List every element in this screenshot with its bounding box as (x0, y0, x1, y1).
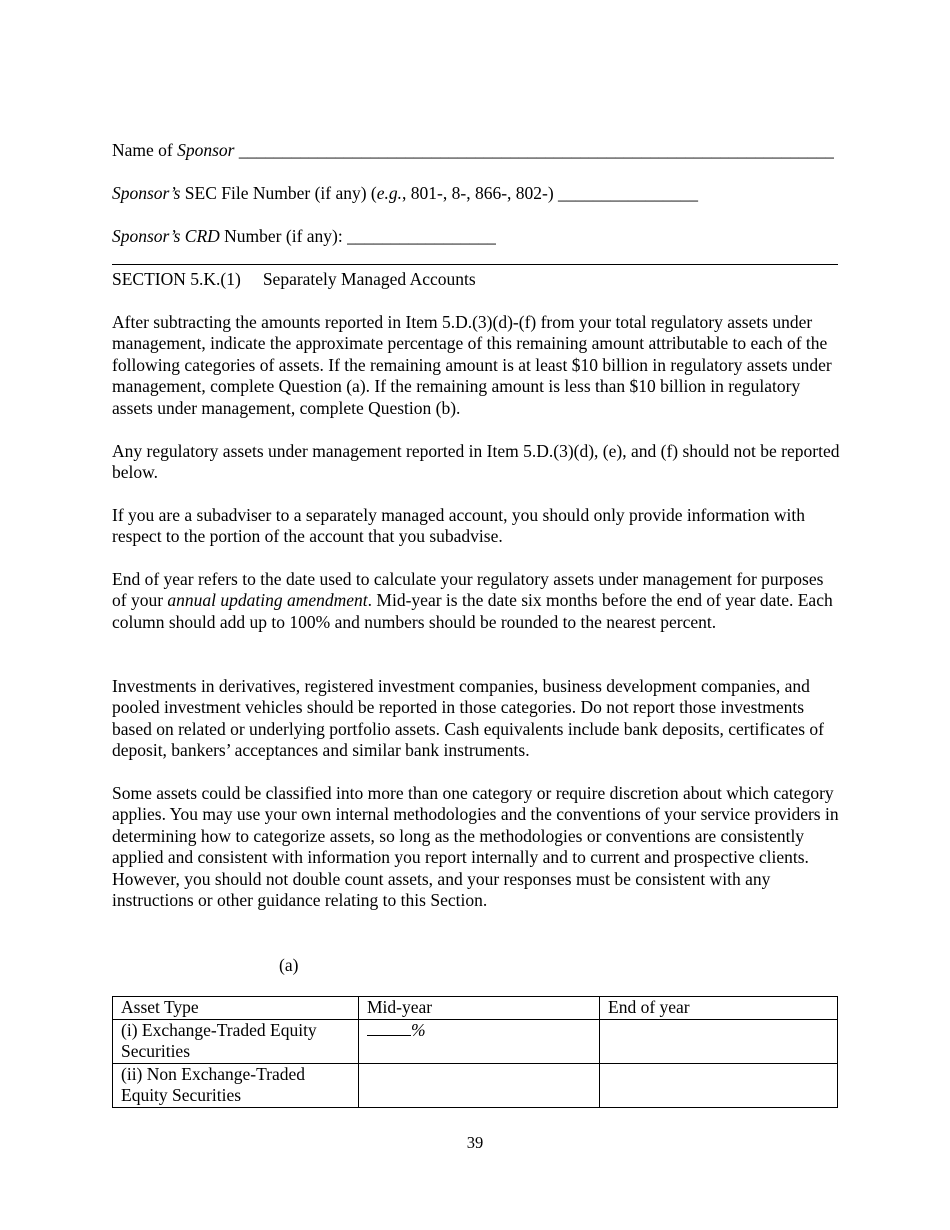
sponsor-name-blank[interactable]: ____________________________________________________________________ (234, 140, 834, 160)
page-number: 39 (466, 1133, 484, 1152)
p4-italic-term: annual updating amendment (167, 590, 368, 611)
sponsor-crd-label-italic: Sponsor’s CRD (112, 226, 220, 246)
instructions-paragraph-2: Any regulatory assets under management reported in Item 5.D.(3)(d), (e), and (f) should not be reported below. (112, 441, 840, 483)
sponsor-name-label: Name of (112, 140, 178, 160)
asset-allocation-table (112, 996, 838, 1108)
table-row (113, 1019, 838, 1063)
section-title: Separately Managed Accounts (262, 269, 476, 289)
sponsor-sec-file-field[interactable] (112, 183, 698, 204)
asset-type-cell: (i) Exchange-Traded Equity Securities (113, 1019, 359, 1063)
end-of-year-input-cell[interactable] (600, 1019, 838, 1063)
section-divider (112, 264, 838, 265)
sponsor-name-field[interactable] (112, 140, 834, 161)
mid-year-blank[interactable] (367, 1021, 411, 1036)
instructions-paragraph-3: If you are a subadviser to a separately managed account, you should only provide information with respect to the portion of the account that you subadvise. (112, 505, 805, 547)
question-a-label: (a) (279, 955, 299, 975)
percent-sign: % (411, 1019, 426, 1040)
end-of-year-input-cell[interactable] (600, 1063, 838, 1107)
sponsor-sec-label-italic: Sponsor’s (112, 183, 181, 203)
section-number: SECTION 5.K.(1) (112, 269, 241, 289)
sponsor-sec-label: SEC File Number (if any) ( (180, 183, 377, 203)
header-mid-year: Mid-year (359, 997, 600, 1020)
sponsor-crd-field[interactable] (112, 226, 496, 247)
instructions-paragraph-4 (112, 569, 840, 633)
instructions-paragraph-1: After subtracting the amounts reported in Item 5.D.(3)(d)-(f) from your total regulatory assets under management, indicate the approximate percentage of this remaining amount attributable to each of the following categories of assets. If the remaining amount is at least $10 billion in regulatory assets under management, complete Question (a). If the remaining amount is less than $10 billion in regulatory assets under management, complete Question (b). (112, 312, 832, 418)
sponsor-sec-example-italic: e.g. (376, 183, 403, 203)
section-heading (112, 269, 476, 290)
sponsor-name-label-italic: Sponsor (177, 140, 235, 160)
sponsor-sec-example-blank[interactable]: , 801-, 8-, 866-, 802-) ________________ (402, 183, 699, 203)
table-header-row (113, 997, 838, 1020)
sponsor-crd-label-blank[interactable]: Number (if any): _________________ (219, 226, 496, 246)
mid-year-input-cell[interactable] (359, 1063, 600, 1107)
table-row (113, 1063, 838, 1107)
header-end-of-year: End of year (600, 997, 838, 1020)
mid-year-input-cell[interactable] (359, 1019, 600, 1063)
header-asset-type: Asset Type (113, 997, 359, 1020)
p4-text-start: End of year refers to the date used to calculate your regulatory assets under management for purposes of your (112, 569, 824, 611)
p4-text-end: . Mid-year is the date six months before the end of year date. Each column should add up to 100% and numbers should be rounded to the nearest percent. (112, 590, 833, 632)
asset-type-cell: (ii) Non Exchange-Traded Equity Securities (113, 1063, 359, 1107)
instructions-paragraph-5: Investments in derivatives, registered investment companies, business development companies, and pooled investment vehicles should be reported in those categories. Do not report those investments based on related or underlying portfolio assets. Cash equivalents include bank deposits, certificates of deposit, bankers’ acceptances and similar bank instruments. (112, 676, 824, 761)
instructions-paragraph-6: Some assets could be classified into more than one category or require discretion about which category applies. You may use your own internal methodologies and the conventions of your service providers in determining how to categorize assets, so long as the methodologies or conventions are consistently applied and consistent with information you report internally and to current and prospective clients. However, you should not double count assets, and your responses must be consistent with any instructions or other guidance relating to this Section. (112, 783, 839, 911)
